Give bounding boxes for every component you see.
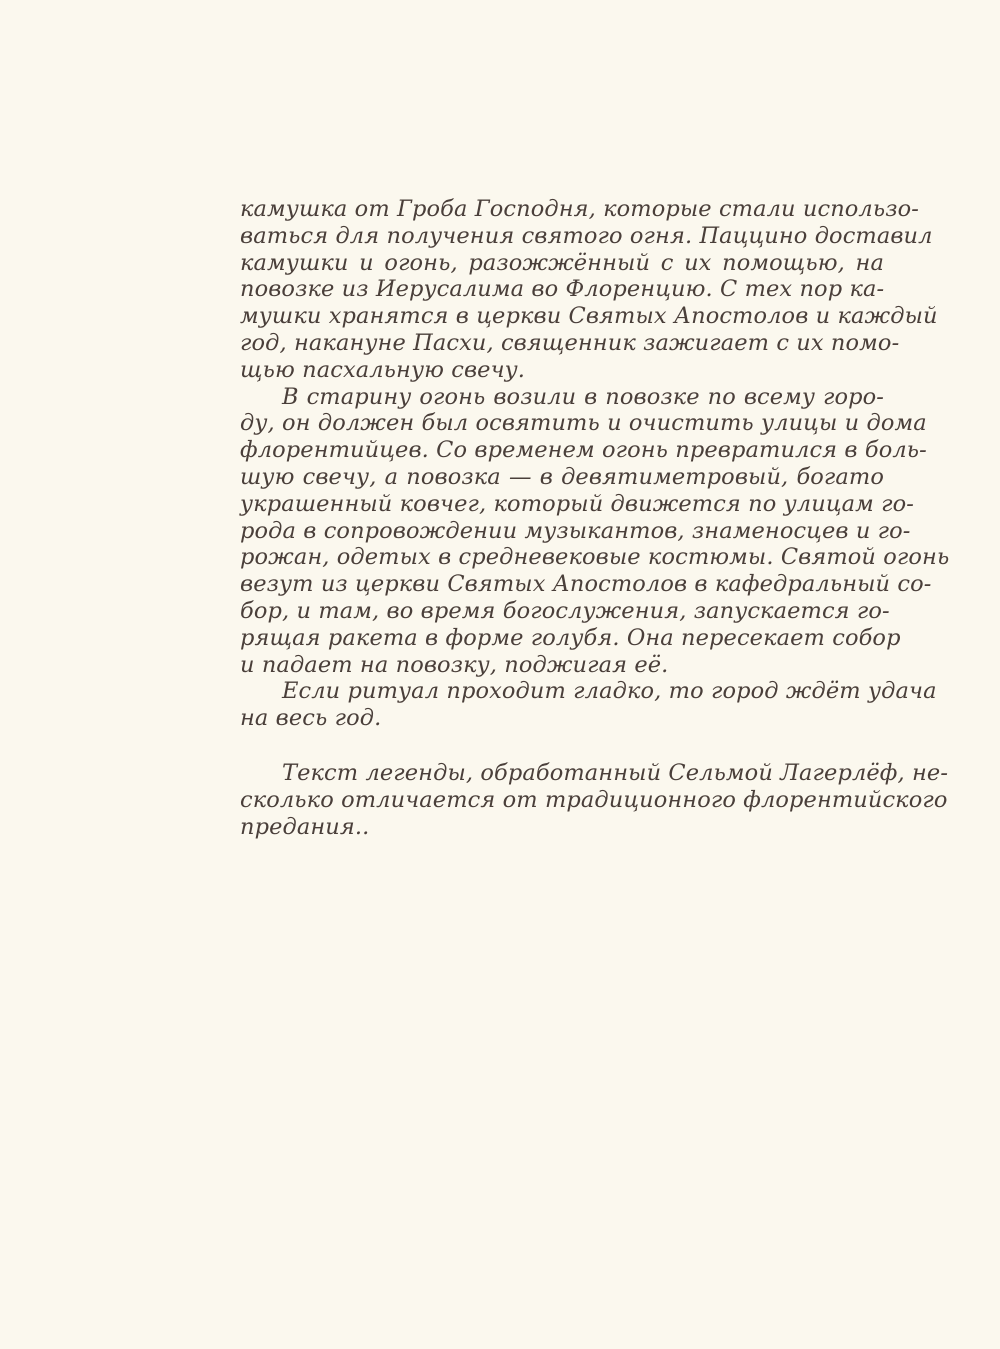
text-line: повозке из Иерусалима во Флоренцию. С тех пор ка- — [240, 276, 885, 303]
text-line: ду, он должен был освятить и очистить улицы и дома — [240, 410, 927, 437]
text-line: везут из церкви Святых Апостолов в кафедральный со- — [240, 571, 932, 598]
text-line: Текст легенды, обработанный Сельмой Лагерлёф, не- — [282, 759, 949, 786]
text-line: флорентийцев. Со временем огонь превратился в боль- — [240, 437, 927, 464]
text-line: украшенный ковчег, который движется по улицам го- — [240, 490, 914, 517]
text-line: рящая ракета в форме голубя. Она пересекает собор — [240, 624, 901, 651]
text-line: камушки и огонь, разожжённый с их помощью, на — [240, 249, 884, 276]
text-line: на весь год. — [240, 705, 382, 732]
text-line: щью пасхальную свечу. — [240, 356, 526, 383]
paragraph-2 — [240, 383, 950, 679]
text-line: предания.. — [240, 813, 370, 840]
text-line: В старину огонь возили в повозке по всему горо- — [282, 383, 884, 410]
text-line: Если ритуал проходит гладко, то город ждёт удача — [282, 678, 937, 705]
paragraph-3 — [240, 678, 937, 732]
paragraph-spacer — [240, 732, 884, 760]
text-line: шую свечу, а повозка — в девятиметровый, богато — [240, 463, 884, 490]
text-line: бор, и там, во время богослужения, запускается го- — [240, 597, 890, 624]
text-line: сколько отличается от традиционного флорентийского — [240, 786, 948, 813]
text-line: ваться для получения святого огня. Паццино доставил — [240, 222, 933, 249]
body-text — [240, 196, 950, 840]
text-line: рода в сопровождении музыкантов, знаменосцев и го- — [240, 517, 911, 544]
text-line: и падает на повозку, поджигая её. — [240, 651, 669, 678]
paragraph-1 — [240, 196, 938, 384]
text-line: рожан, одетых в средневековые костюмы. Святой огонь — [240, 544, 950, 571]
text-line: год, накануне Пасхи, священник зажигает с их помо- — [240, 329, 900, 356]
paragraph-4 — [240, 759, 949, 840]
text-line: камушка от Гроба Господня, которые стали использо- — [240, 196, 919, 222]
text-line: мушки хранятся в церкви Святых Апостолов и каждый — [240, 303, 938, 330]
